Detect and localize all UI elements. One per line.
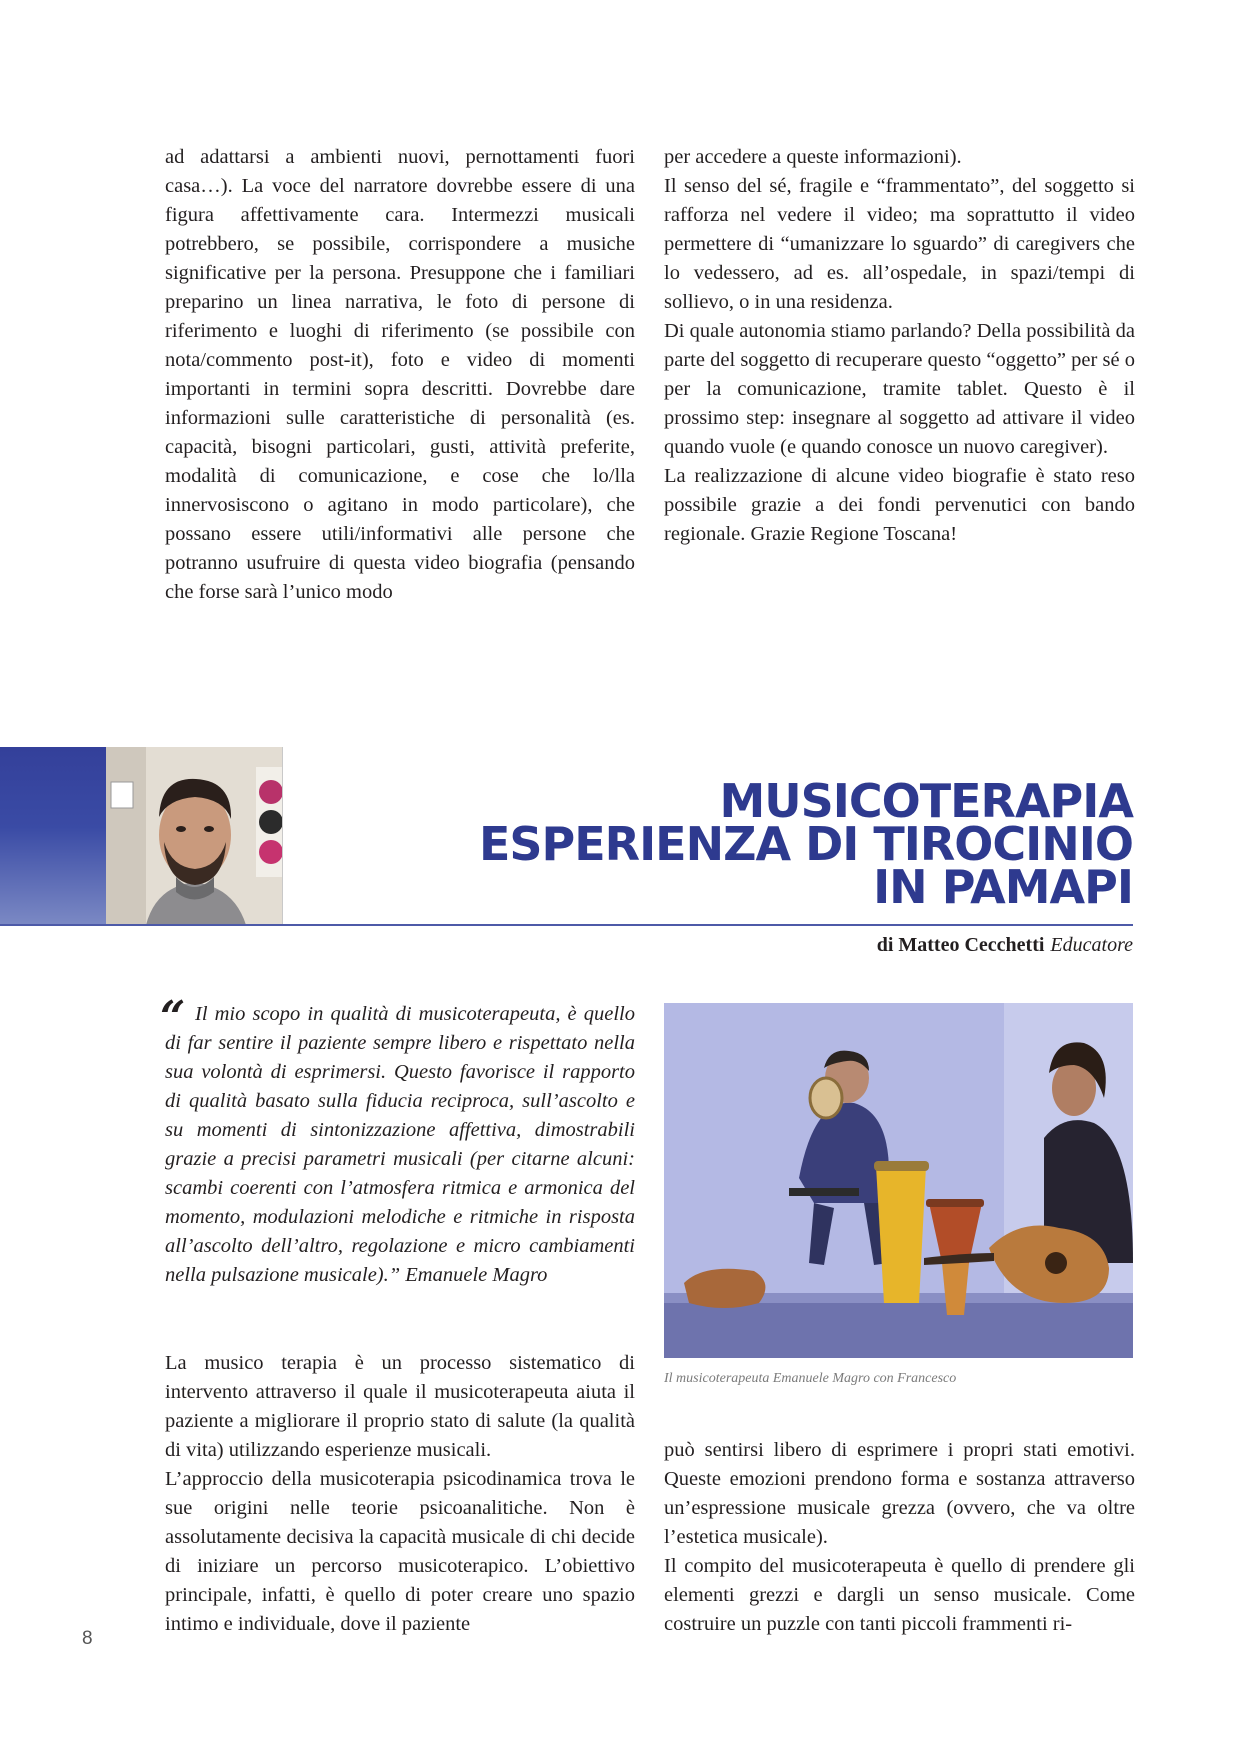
quote-mark: “ (160, 992, 186, 1043)
author-role: Educatore (1050, 934, 1133, 956)
music-therapy-photo (664, 1003, 1133, 1358)
title-line: ESPERIENZA DI TIROCINIO (478, 817, 1133, 871)
paragraph: Il compito del musicoterapeuta è quello di prendere gli elementi grezzi e dargli un senso musicale. Come costruire un puzzle con tanti piccoli frammenti ri- (664, 1555, 1135, 1635)
header-divider (0, 924, 1133, 926)
pull-quote: Il mio scopo in qualità di musicoterapeuta, è quello di far sentire il paziente sempre libero e rispettato nella sua volontà di esprimersi. Questo favorisce il rapporto di qualità basato sulla fiducia reciproca, sull’ascolto e su momenti di sintonizzazione affettiva, dimostrabili grazie a precisi parametri musicali (per citarne alcuni: scambi coerenti con l’atmosfera ritmica e armonica del momento, modulazioni melodiche e ritmiche in risposta all’ascolto dell’altro, regolazione e micro cambiamenti nella pulsazione musicale).” Emanuele Magro (165, 1003, 635, 1286)
title-line: MUSICOTERAPIA (719, 774, 1133, 828)
byline (877, 934, 1133, 957)
page-number: 8 (82, 1628, 93, 1649)
article-title (373, 774, 1133, 914)
article-column-top-right (664, 143, 1135, 549)
paragraph: Di quale autonomia stiamo parlando? Della possibilità da parte del soggetto di recuperare questo “oggetto” per sé o per la comunicazione, tramite tablet. Questo è il prossimo step: insegnare al soggetto ad attivare il video quando vuole (e quando conosce un nuovo caregiver). (664, 320, 1135, 458)
paragraph: ad adattarsi a ambienti nuovi, pernottamenti fuori casa…). La voce del narratore dovrebbe essere di una figura affettivamente cara. Intermezzi musicali potrebbero, se possibile, corrispondere a musiche significative per la persona. Presuppone che i familiari preparino un linea narrativa, le foto di persone di riferimento e luoghi di riferimento (se possibile con nota/commento post-it), foto e video di momenti importanti in termini sopra descritti. Dovrebbe dare informazioni sulle caratteristiche di personalità (es. capacità, bisogni particolari, gusti, attività preferite, modalità di comunicazione, e cose che lo/lla innervosiscono o agitano in modo particolare), che possano essere utili/informativi alle persone che potranno usufruire di questa video biografia (pensando che forse sarà l’unico modo (165, 146, 635, 603)
author-portrait (106, 747, 283, 925)
paragraph: può sentirsi libero di esprimere i propri stati emotivi. Queste emozioni prendono forma e sostanza attraverso un’espressione musicale grezza (ovvero, che va oltre l’estetica musicale). (664, 1439, 1135, 1548)
article-column-bottom-left (165, 1349, 635, 1639)
photo-caption: Il musicoterapeuta Emanuele Magro con Francesco (664, 1371, 957, 1386)
author-name: di Matteo Cecchetti (876, 934, 1045, 956)
paragraph: La realizzazione di alcune video biografie è stato reso possibile grazie a dei fondi pervenutici con bando regionale. Grazie Regione Toscana! (664, 465, 1135, 545)
title-line: IN PAMAPI (873, 860, 1133, 914)
paragraph: La musico terapia è un processo sistematico di intervento attraverso il quale il musicoterapeuta aiuta il paziente a migliorare il proprio stato di salute (la qualità di vita) utilizzando esperienze musicali. (165, 1352, 635, 1461)
article-column-top-left (165, 143, 635, 607)
header-color-band (0, 747, 106, 925)
article-column-bottom-right (664, 1436, 1135, 1639)
paragraph: per accedere a queste informazioni). (664, 146, 962, 168)
paragraph: Il senso del sé, fragile e “frammentato”, del soggetto si rafforza nel vedere il video; ma soprattutto il video permettere di “umanizzare lo sguardo” di caregivers che lo vedessero, ad es. all’ospedale, in spazi/tempi di sollievo, o in una residenza. (664, 175, 1135, 313)
paragraph: L’approccio della musicoterapia psicodinamica trova le sue origini nelle teorie psicoanalitiche. Non è assolutamente decisiva la capacità musicale di chi decide di iniziare un percorso musicoterapico. L’obiettivo principale, infatti, è quello di poter creare uno spazio intimo e individuale, dove il paziente (165, 1468, 635, 1635)
photo-illustration (664, 1003, 1133, 1358)
portrait-illustration (106, 747, 283, 925)
